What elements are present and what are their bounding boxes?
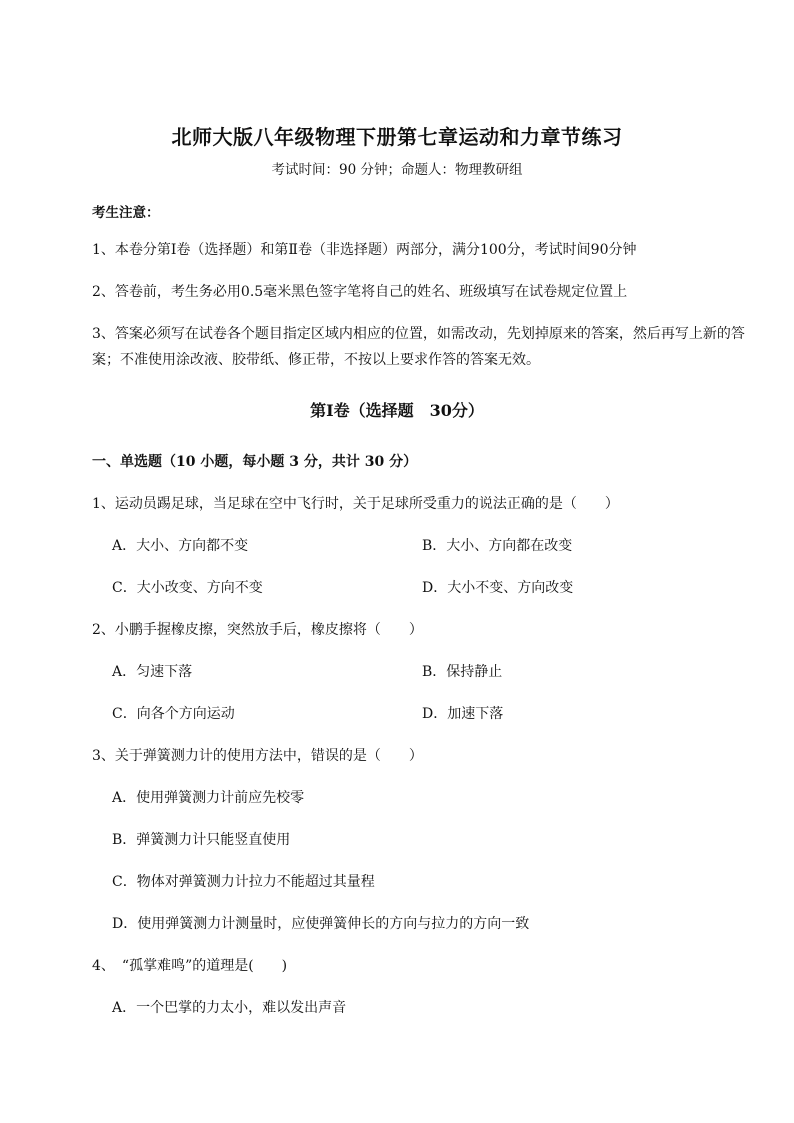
question-1-option-a: A．大小、方向都不变 — [112, 538, 249, 554]
notice-item-3: 3、答案必须写在试卷各个题目指定区域内相应的位置，如需改动，先划掉原来的答案，然后再写上新的答案；不准使用涂改液、胶带纸、修正带，不按以上要求作答的答案无效。 — [92, 326, 745, 368]
question-3-option-a: A．使用弹簧测力计前应先校零 — [112, 790, 305, 806]
question-2-option-d: D．加速下落 — [422, 706, 504, 722]
question-4-stem: 4、 “孤掌难鸣”的道理是( ) — [92, 958, 288, 974]
question-4-option-a: A．一个巴掌的力太小，难以发出声音 — [112, 1000, 347, 1016]
question-3-option-c: C．物体对弹簧测力计拉力不能超过其量程 — [112, 874, 375, 890]
notice-item-1: 1、本卷分第Ⅰ卷（选择题）和第Ⅱ卷（非选择题）两部分，满分100分，考试时间90分钟 — [92, 242, 637, 258]
question-3-option-d: D．使用弹簧测力计测量时，应使弹簧伸长的方向与拉力的方向一致 — [112, 916, 530, 932]
question-2-option-c: C．向各个方向运动 — [112, 706, 235, 722]
question-3-option-b: B．弹簧测力计只能竖直使用 — [112, 832, 291, 848]
section-title: 第Ⅰ卷（选择题 30分） — [310, 401, 484, 420]
question-2-stem: 2、小鹏手握橡皮擦，突然放手后，橡皮擦将（ ） — [92, 622, 423, 638]
part-heading: 一、单选题（10 小题，每小题 3 分，共计 30 分） — [92, 454, 418, 470]
question-2-option-a: A．匀速下落 — [112, 664, 193, 680]
notice-heading: 考生注意： — [92, 205, 160, 221]
question-1-option-b: B．大小、方向都在改变 — [422, 538, 573, 554]
notice-item-2: 2、答卷前，考生务必用0.5毫米黑色签字笔将自己的姓名、班级填写在试卷规定位置上 — [92, 284, 628, 300]
page-title: 北师大版八年级物理下册第七章运动和力章节练习 — [171, 125, 623, 149]
question-1-option-c: C．大小改变、方向不变 — [112, 580, 263, 596]
question-1-stem: 1、运动员踢足球，当足球在空中飞行时，关于足球所受重力的说法正确的是（ ） — [92, 496, 619, 512]
question-3-stem: 3、关于弹簧测力计的使用方法中，错误的是（ ） — [92, 748, 423, 764]
question-1-option-d: D．大小不变、方向改变 — [422, 580, 574, 596]
question-2-option-b: B．保持静止 — [422, 664, 503, 680]
exam-info: 考试时间：90 分钟；命题人：物理教研组 — [271, 162, 523, 178]
